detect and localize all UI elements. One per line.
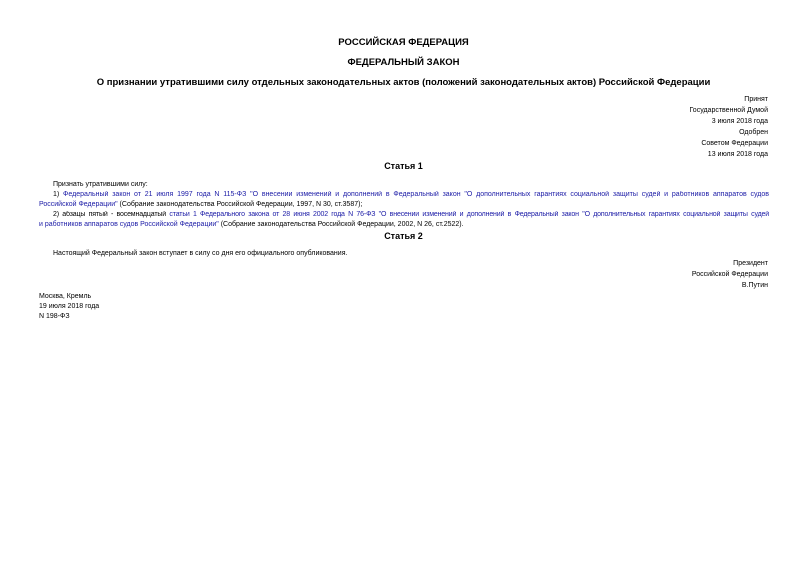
country-heading: РОССИЙСКАЯ ФЕДЕРАЦИЯ (338, 37, 469, 48)
adopted-by: Государственной Думой (689, 107, 768, 114)
signature-role: Президент (733, 260, 768, 267)
document-title: О признании утратившими силу отдельных законодательных актов (положений законодательных актов) Российской Федерации (96, 77, 711, 88)
item-1-source: (Собрание законодательства Российской Федерации, 1997, N 30, ст.3587); (117, 201, 363, 208)
law-number: N 198-ФЗ (39, 313, 70, 320)
approved-date: 13 июля 2018 года (707, 151, 768, 158)
item-2-prefix: 2) абзацы пятый - восемнадцатый (53, 211, 170, 218)
article-2-heading: Статья 2 (384, 231, 423, 241)
item-2-source: (Собрание законодательства Российской Федерации, 2002, N 26, ст.2522). (218, 221, 464, 228)
article-1-item-1-line-1 (53, 191, 769, 198)
signature-name: В.Путин (741, 282, 768, 289)
law-76-fz-link[interactable]: статьи 1 Федерального закона от 28 июня 2002 года N 76-ФЗ "О внесении изменений и дополнений в Федеральный закон "О дополнительных гарантиях социальной защиты судей (169, 211, 769, 218)
article-1-heading: Статья 1 (384, 161, 423, 171)
signature-country: Российской Федерации (691, 271, 768, 278)
signing-place: Москва, Кремль (39, 293, 92, 300)
approved-label: Одобрен (739, 129, 768, 136)
adopted-label: Принят (744, 96, 768, 103)
article-1-item-1-line-2 (39, 201, 362, 208)
item-1-number: 1) (53, 191, 60, 198)
article-2-text: Настоящий Федеральный закон вступает в силу со дня его официального опубликования. (53, 250, 348, 257)
article-1-item-2-line-1 (53, 211, 769, 218)
law-115-fz-link-continuation[interactable]: Российской Федерации" (39, 201, 118, 208)
article-1-item-2-line-2 (39, 221, 464, 228)
adopted-date: 3 июля 2018 года (711, 118, 768, 125)
law-76-fz-link-continuation[interactable]: и работников аппаратов судов Российской Федерации" (39, 221, 219, 228)
signing-date: 19 июля 2018 года (39, 303, 100, 310)
approved-by: Советом Федерации (701, 140, 768, 147)
law-115-fz-link[interactable]: Федеральный закон от 21 июля 1997 года N 115-ФЗ "О внесении изменений и дополнений в Федеральный закон "О дополнительных гарантиях социальной защиты судей и работников аппаратов судов (63, 191, 769, 198)
article-1-intro: Признать утратившими силу: (53, 181, 148, 188)
document-type-heading: ФЕДЕРАЛЬНЫЙ ЗАКОН (347, 57, 460, 68)
